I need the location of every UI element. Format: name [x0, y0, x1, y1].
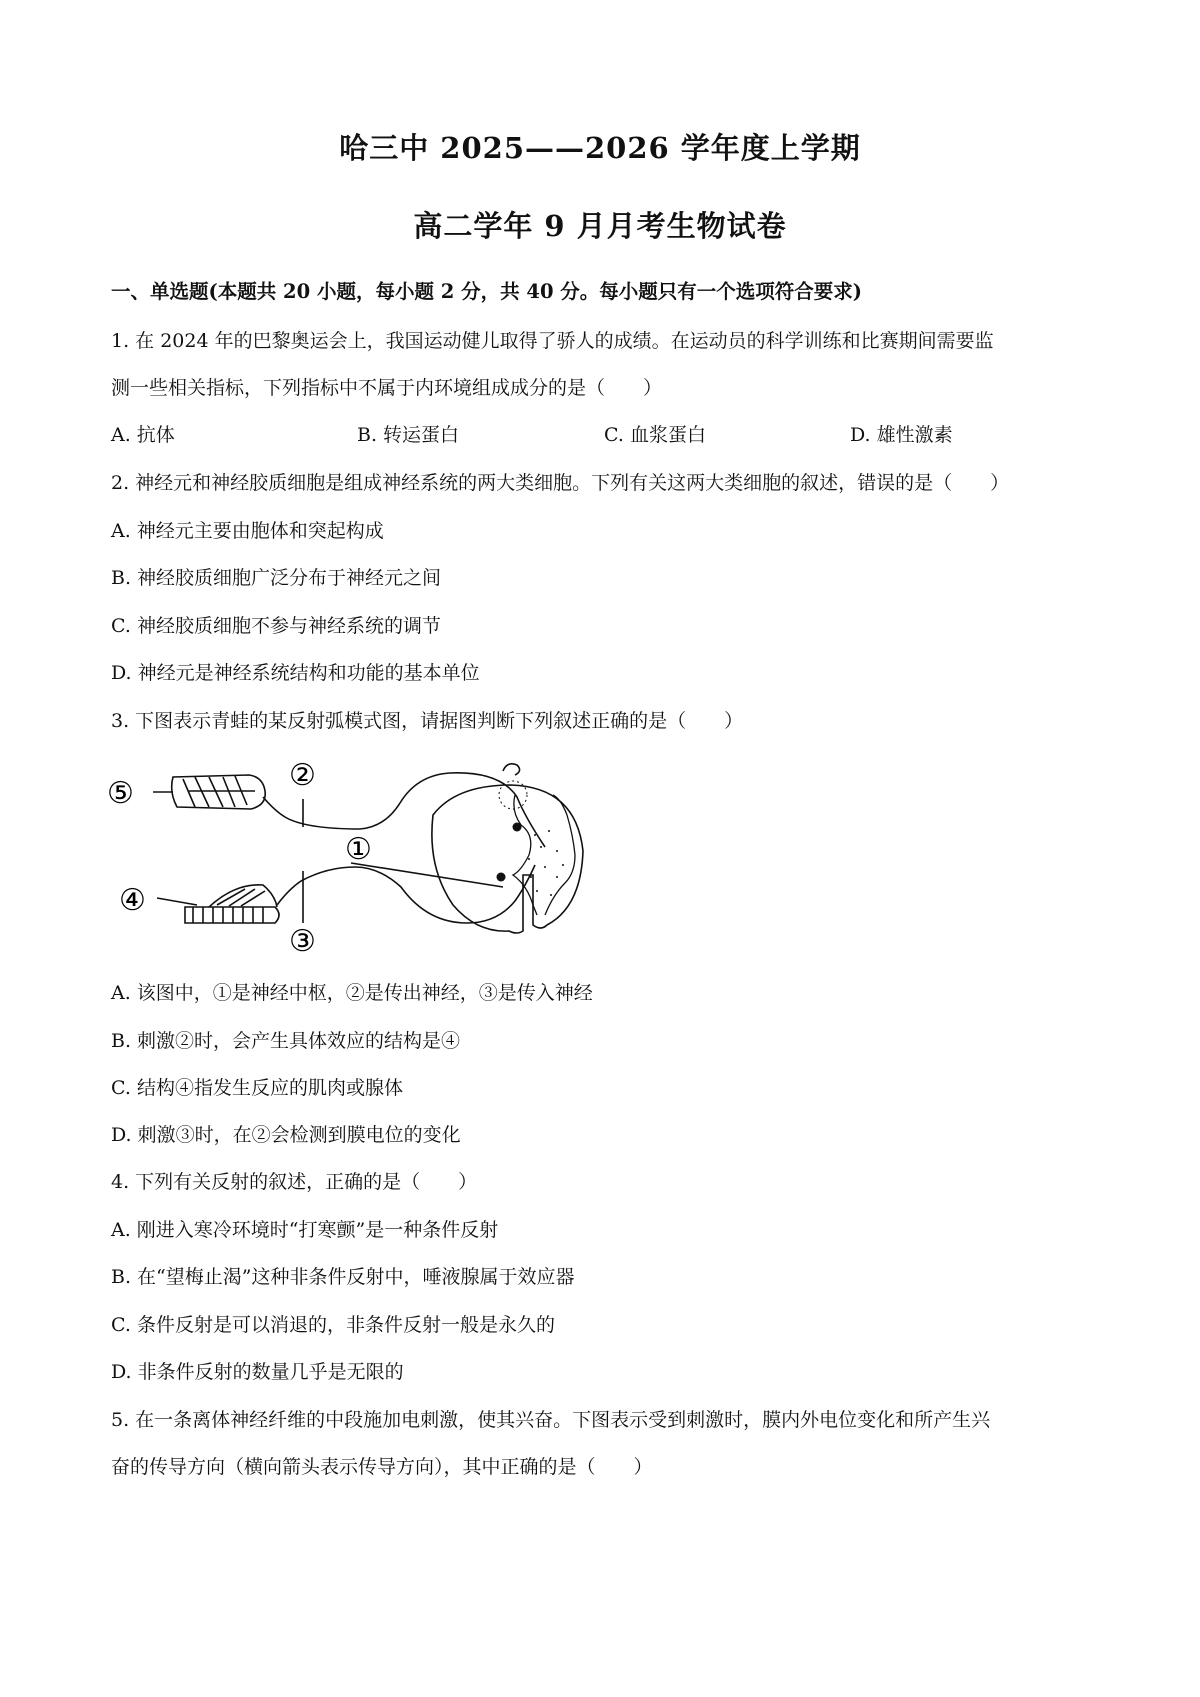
q4-option-a: A. 刚进入寒冷环境时“打寒颤”是一种条件反射: [111, 1219, 499, 1241]
q2-option-b: B. 神经胶质细胞广泛分布于神经元之间: [111, 567, 442, 589]
exam-title-line1: 哈三中 2025——2026 学年度上学期: [339, 131, 861, 165]
q4-stem: 4. 下列有关反射的叙述，正确的是（ ）: [111, 1171, 478, 1193]
q3-option-b: B. 刺激②时，会产生具体效应的结构是④: [111, 1030, 461, 1052]
q3-option-d: D. 刺激③时，在②会检测到膜电位的变化: [111, 1124, 461, 1146]
reflex-arc-figure: [105, 755, 585, 955]
q1-option-b: B. 转运蛋白: [357, 424, 460, 446]
q5-stem-line2: 奋的传导方向（横向箭头表示传导方向），其中正确的是（ ）: [111, 1456, 653, 1478]
q3-stem: 3. 下图表示青蛙的某反射弧模式图，请据图判断下列叙述正确的是（ ）: [111, 710, 744, 732]
figure-label-4: ④: [119, 883, 146, 918]
q1-option-d: D. 雄性激素: [850, 424, 953, 446]
q5-stem-line1: 5. 在一条离体神经纤维的中段施加电刺激，使其兴奋。下图表示受到刺激时，膜内外电位变化和所产生兴: [111, 1409, 991, 1431]
q1-stem-line2: 测一些相关指标，下列指标中不属于内环境组成成分的是（ ）: [111, 377, 663, 399]
q4-option-d: D. 非条件反射的数量几乎是无限的: [111, 1361, 404, 1383]
figure-label-2: ②: [289, 758, 316, 793]
q1-option-c: C. 血浆蛋白: [604, 424, 706, 446]
q2-option-c: C. 神经胶质细胞不参与神经系统的调节: [111, 615, 441, 637]
q4-option-c: C. 条件反射是可以消退的，非条件反射一般是永久的: [111, 1314, 555, 1336]
q2-stem: 2. 神经元和神经胶质细胞是组成神经系统的两大类细胞。下列有关这两大类细胞的叙述，错误的是（ ）: [111, 472, 1010, 494]
q3-option-c: C. 结构④指发生反应的肌肉或腺体: [111, 1077, 403, 1099]
q1-stem-line1: 1. 在 2024 年的巴黎奥运会上，我国运动健儿取得了骄人的成绩。在运动员的科学训练和比赛期间需要监: [111, 330, 994, 352]
figure-label-5: ⑤: [107, 776, 134, 811]
q2-option-a: A. 神经元主要由胞体和突起构成: [111, 520, 384, 542]
q1-option-a: A. 抗体: [111, 424, 175, 446]
figure-label-3: ③: [289, 924, 316, 955]
section-heading: 一、单选题(本题共 20 小题，每小题 2 分，共 40 分。每小题只有一个选项符合要求): [111, 280, 863, 303]
q2-option-d: D. 神经元是神经系统结构和功能的基本单位: [111, 662, 480, 684]
exam-title-line2: 高二学年 9 月月考生物试卷: [413, 209, 787, 243]
figure-label-1: ①: [345, 832, 372, 867]
q4-option-b: B. 在“望梅止渴”这种非条件反射中，唾液腺属于效应器: [111, 1266, 575, 1288]
q3-option-a: A. 该图中，①是神经中枢，②是传出神经，③是传入神经: [111, 982, 593, 1004]
